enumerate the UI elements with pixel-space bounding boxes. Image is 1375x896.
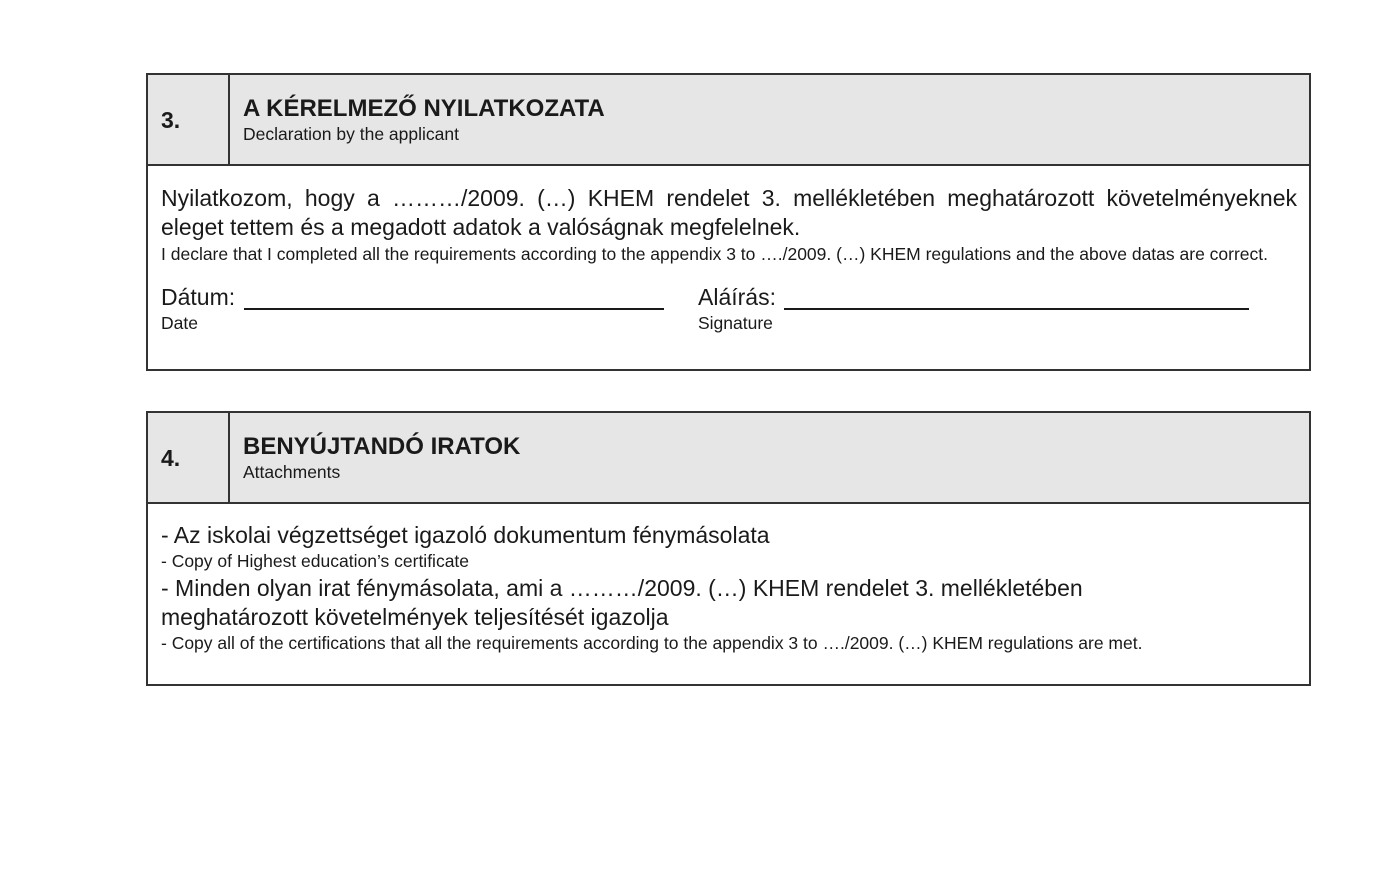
date-label: Dátum: (161, 284, 236, 310)
section-header (148, 75, 1309, 166)
date-field[interactable] (161, 283, 235, 334)
section-number: 3. (148, 75, 230, 164)
section-title: A KÉRELMEZŐ NYILATKOZATA (243, 95, 605, 122)
section-declaration (146, 73, 1311, 371)
attachment-item-hu: - Az iskolai végzettséget igazoló dokumentum fénymásolata (161, 522, 770, 548)
attachment-item-en: - Copy all of the certifications that all the requirements according to the appendix 3 to …./2009. (…) KHEM regulations are met. (161, 633, 1143, 653)
section-attachments (146, 411, 1311, 686)
declaration-text-hu: Nyilatkozom, hogy a ………/2009. (…) KHEM rendelet 3. mellékletében meghatározott követelményeknek eleget tettem és a megadott adatok a valóságnak megfelelnek. (161, 185, 1297, 240)
section-subtitle: Declaration by the applicant (243, 124, 459, 144)
attachment-item-en: - Copy of Highest education’s certificate (161, 551, 470, 571)
attachments-list (148, 504, 1309, 655)
section-titles (230, 413, 520, 502)
date-line[interactable] (244, 308, 664, 310)
section-title: BENYÚJTANDÓ IRATOK (243, 433, 521, 460)
signature-row (161, 283, 1297, 343)
attachment-item-hu: - Minden olyan irat fénymásolata, ami a ………/2009. (…) KHEM rendelet 3. mellékletében meghatározott követelmények teljesítését igazolja (161, 575, 1083, 630)
section-header (148, 413, 1309, 504)
signature-line[interactable] (784, 308, 1249, 310)
section-number: 4. (148, 413, 230, 502)
signature-label: Aláírás: (698, 284, 776, 310)
signature-field[interactable] (698, 283, 776, 334)
signature-label-en: Signature (698, 313, 773, 333)
section-titles (230, 75, 605, 164)
declaration-text-en: I declare that I completed all the requirements according to the appendix 3 to …./2009. (…) KHEM regulations and the above datas are correct. (161, 244, 1269, 264)
section-subtitle: Attachments (243, 462, 341, 482)
date-label-en: Date (161, 313, 198, 333)
section-body (148, 166, 1309, 343)
